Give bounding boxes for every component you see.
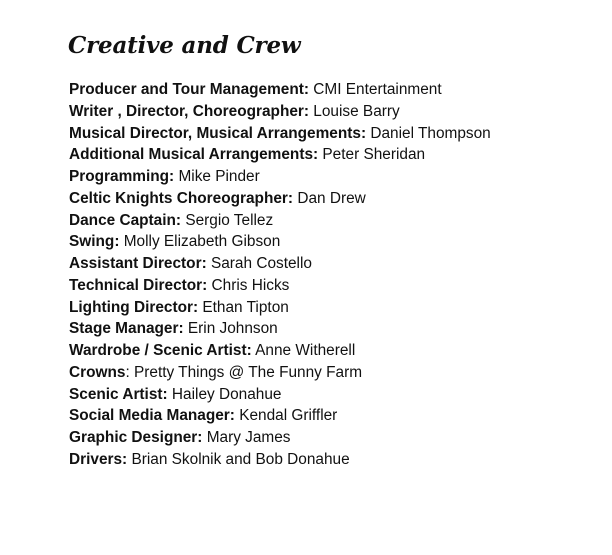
credit-role: Celtic Knights Choreographer: <box>69 189 294 207</box>
credit-role: Stage Manager: <box>69 320 184 338</box>
credit-line <box>69 340 491 362</box>
credit-name: Brian Skolnik and Bob Donahue <box>127 450 350 468</box>
credit-line <box>69 79 491 101</box>
credit-line <box>69 318 491 340</box>
credit-name: Ethan Tipton <box>198 298 289 316</box>
credit-name: Mary James <box>202 429 291 446</box>
credit-line <box>69 449 491 471</box>
credit-line <box>69 188 491 210</box>
credit-role: Swing: <box>69 233 120 251</box>
credit-line <box>69 231 491 253</box>
credit-role: Musical Director, Musical Arrangements: <box>69 124 367 142</box>
credit-name: Molly Elizabeth Gibson <box>119 233 281 251</box>
credit-line <box>69 144 491 166</box>
credit-line <box>69 405 491 427</box>
credit-line <box>69 362 491 384</box>
credit-role: Scenic Artist: <box>69 385 168 403</box>
credit-line <box>69 101 491 123</box>
credit-line <box>69 297 491 319</box>
section-heading: Creative and Crew <box>68 32 301 59</box>
credit-role: Lighting Director: <box>69 298 199 316</box>
credit-name: Louise Barry <box>309 102 400 120</box>
credit-name: Sergio Tellez <box>181 211 274 229</box>
credit-name: Daniel Thompson <box>366 124 491 142</box>
credit-line <box>69 384 491 406</box>
credits-list <box>69 79 491 471</box>
credit-role: Technical Director: <box>69 276 208 294</box>
credit-line <box>69 253 491 275</box>
credit-role: Producer and Tour Management: <box>69 81 310 98</box>
credit-role: Drivers: <box>69 450 128 468</box>
credit-name: Erin Johnson <box>183 320 278 338</box>
credit-role: Graphic Designer: <box>69 429 203 446</box>
credit-name: Sarah Costello <box>206 255 312 272</box>
credit-name: Mike Pinder <box>174 168 260 185</box>
credit-role: Crowns <box>69 363 126 381</box>
credit-role: Programming: <box>69 168 175 185</box>
credit-line <box>69 123 491 145</box>
credit-name: CMI Entertainment <box>309 81 442 98</box>
credit-role: Additional Musical Arrangements: <box>69 146 319 164</box>
credit-line <box>69 166 491 188</box>
credit-line <box>69 210 491 232</box>
credit-role: Social Media Manager: <box>69 407 235 425</box>
credit-line <box>69 275 491 297</box>
credit-role: Assistant Director: <box>69 255 207 272</box>
credit-name: : Pretty Things @ The Funny Farm <box>125 363 363 381</box>
credit-name: Peter Sheridan <box>318 146 426 164</box>
credit-line <box>69 427 491 449</box>
credit-name: Anne Witherell <box>251 342 356 359</box>
credit-role: Wardrobe / Scenic Artist: <box>69 342 252 359</box>
credit-name: Kendal Griffler <box>234 407 338 425</box>
credit-role: Writer , Director, Choreographer: <box>69 102 310 120</box>
credit-name: Hailey Donahue <box>167 385 282 403</box>
credit-role: Dance Captain: <box>69 211 182 229</box>
credit-name: Dan Drew <box>293 189 366 207</box>
credit-name: Chris Hicks <box>207 276 290 294</box>
